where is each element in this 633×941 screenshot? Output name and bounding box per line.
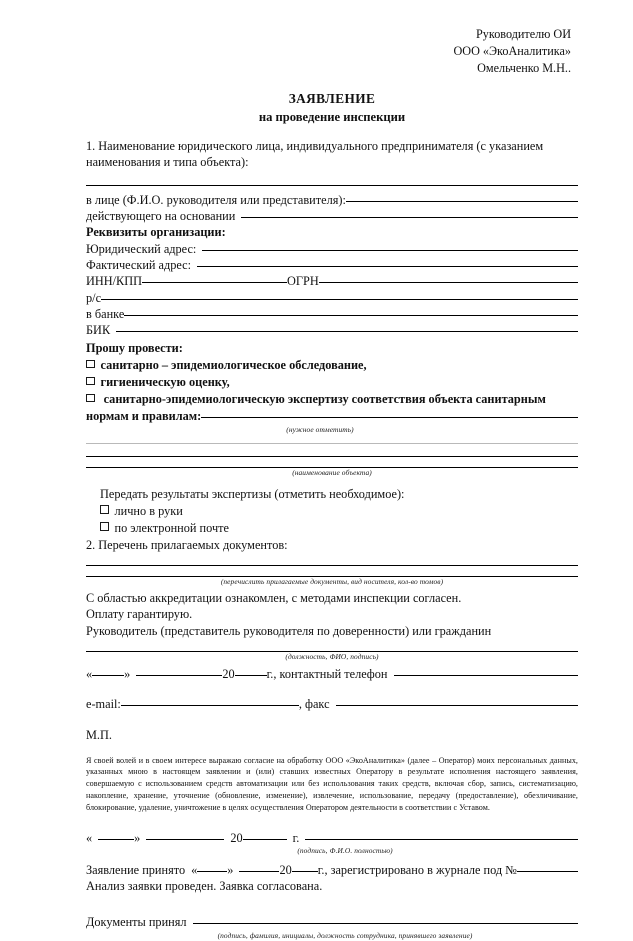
bank-row <box>86 306 578 322</box>
year-input-rule[interactable] <box>235 675 267 676</box>
page-subtitle: на проведение инспекции <box>258 110 406 124</box>
inn-kpp-label: ИНН/КПП <box>86 274 143 289</box>
basis-input-rule[interactable] <box>241 217 578 218</box>
results-option-2[interactable] <box>86 520 578 537</box>
results-heading: Передать результаты экспертизы (отметить необходимое): <box>100 486 405 501</box>
phone-input-rule[interactable] <box>394 675 578 676</box>
addressee-line-3: Омельченко М.Н.. <box>477 61 571 75</box>
fax-input-rule[interactable] <box>336 705 578 706</box>
legal-address-label: Юридический адрес: <box>86 241 197 256</box>
request-option-3-input-rule[interactable] <box>201 417 578 418</box>
requisites-heading: Реквизиты организации: <box>86 225 226 240</box>
checkbox-icon[interactable] <box>100 522 109 531</box>
section1-heading-line-2: наименования и типа объекта): <box>86 155 249 170</box>
request-option-2[interactable] <box>86 374 578 391</box>
caption-mark-needed: (нужное отметить) <box>286 424 354 434</box>
request-option-2-label: гигиеническую оценку, <box>100 375 230 390</box>
checkbox-icon[interactable] <box>86 360 95 369</box>
request-option-1-prefix: санитарно <box>100 358 159 373</box>
checkbox-icon[interactable] <box>100 505 109 514</box>
account-label: р/с <box>86 290 102 305</box>
signature-year-prefix: 20 <box>230 830 243 845</box>
representative-input-rule[interactable] <box>346 201 578 202</box>
date-quote-open: « <box>86 666 93 681</box>
title-block <box>86 90 578 126</box>
actual-address-row <box>86 257 578 273</box>
addressee-block <box>86 26 571 77</box>
addressee-line-2: ООО «ЭкоАналитика» <box>453 44 571 58</box>
documents-received-input-rule[interactable] <box>193 923 578 924</box>
registration-row <box>86 862 578 878</box>
section2-heading: 2. Перечень прилагаемых документов: <box>86 537 288 552</box>
actual-address-input-rule[interactable] <box>197 266 578 267</box>
caption-signature: (должность, ФИО, подпись) <box>285 651 379 661</box>
registration-journal-label: г., зарегистрировано в журнале под № <box>317 862 517 877</box>
ogrn-label: ОГРН <box>287 274 319 289</box>
registration-number-input-rule[interactable] <box>517 871 578 872</box>
results-option-1[interactable] <box>86 503 578 520</box>
phone-label: г., контактный телефон <box>266 666 388 681</box>
payment-guarantee-row <box>86 606 578 622</box>
caption-object-name: (наименование объекта) <box>292 467 372 477</box>
payment-guarantee-statement: Оплату гарантирую. <box>86 607 193 622</box>
checkbox-icon[interactable] <box>86 394 95 403</box>
registration-day-input-rule[interactable] <box>197 871 227 872</box>
results-option-2-label: по электронной почте <box>114 520 229 535</box>
signature-month-input-rule[interactable] <box>146 839 224 840</box>
year-prefix: 20 <box>222 666 235 681</box>
signature-year-input-rule[interactable] <box>243 839 287 840</box>
signature-name-input-rule[interactable] <box>305 839 578 840</box>
caption-documents-received: (подпись, фамилия, инициалы, должность сотрудника, принявшего заявление) <box>217 930 473 940</box>
addressee-line-1: Руководителю ОИ <box>476 27 571 41</box>
date-phone-row <box>86 666 578 682</box>
signature-day-input-rule[interactable] <box>98 839 134 840</box>
signature-quote-open: « <box>86 830 93 845</box>
email-label: e-mail: <box>86 697 121 712</box>
registration-quote-open: « <box>191 862 198 877</box>
registration-year-prefix: 20 <box>279 862 292 877</box>
request-option-3-continuation-row <box>86 408 578 424</box>
analysis-statement: Анализ заявки проведен. Заявка согласована. <box>86 879 323 894</box>
signature-quote-close: » <box>134 830 141 845</box>
registration-accepted-label: Заявление принято <box>86 862 186 877</box>
results-heading-row <box>86 486 578 503</box>
representative-label: в лице (Ф.И.О. руководителя или представителя): <box>86 192 346 207</box>
request-option-3-label: санитарно-эпидемиологическую экспертизу соответствия объекта санитарным <box>103 392 546 407</box>
documents-received-row <box>86 914 578 930</box>
section2-heading-row <box>86 537 578 553</box>
day-input-rule[interactable] <box>92 675 124 676</box>
request-option-1-rest: – эпидемиологическое обследование, <box>158 358 367 373</box>
account-input-rule[interactable] <box>101 299 578 300</box>
email-fax-row <box>86 696 578 712</box>
representative-row <box>86 192 578 208</box>
accreditation-statement: С областью аккредитации ознакомлен, с методами инспекции согласен. <box>86 591 462 606</box>
month-input-rule[interactable] <box>136 675 222 676</box>
bank-label: в банке <box>86 306 125 321</box>
date-quote-close: » <box>124 666 131 681</box>
request-option-3[interactable] <box>86 391 578 424</box>
basis-row <box>86 208 578 224</box>
signer-role-label: Руководитель (представитель руководителя по доверенности) или гражданин <box>86 623 492 638</box>
section1-heading-line-1: 1. Наименование юридического лица, индивидуального предпринимателя (с указанием <box>86 139 544 153</box>
request-option-3-continuation-label: нормам и правилам: <box>86 409 202 424</box>
actual-address-label: Фактический адрес: <box>86 258 192 272</box>
request-option-1-label <box>101 357 367 374</box>
account-row <box>86 290 578 306</box>
accreditation-row <box>86 590 578 606</box>
fax-label: , факс <box>298 697 330 712</box>
registration-quote-close: » <box>227 862 234 877</box>
ogrn-input-rule[interactable] <box>319 282 578 283</box>
inn-kpp-input-rule[interactable] <box>142 282 287 283</box>
registration-month-input-rule[interactable] <box>239 871 279 872</box>
request-heading-row <box>86 340 578 357</box>
registration-year-input-rule[interactable] <box>292 871 318 872</box>
page-title: ЗАЯВЛЕНИЕ <box>288 91 376 106</box>
bik-row <box>86 322 578 338</box>
seal-mark: М.П. <box>86 727 112 742</box>
basis-label: действующего на основании <box>86 209 236 224</box>
request-option-1[interactable] <box>86 357 578 374</box>
legal-address-row <box>86 241 578 257</box>
bank-input-rule[interactable] <box>124 315 578 316</box>
consent-paragraph: Я своей волей и в своем интересе выражаю согласие на обработку ООО «ЭкоАналитика» (далее – Оператор) моих персональных данных, указанных мною в настоящем заявлении и (или) ставших известных Оператору в результате исполнения настоящего заявления, совершаемую с использованием средств автоматизации или без использования таких средств, включая сбор, запись, систематизацию, накопление, хранение, уточнение (обновление, изменение), извлечение, использование, передачу (предоставление), обезличивание, блокирование, удаление, уничтожение в целях осуществления Оператором деятельности в соответствии с Уставом. <box>86 755 578 812</box>
section1-heading <box>86 138 578 171</box>
results-option-1-label: лично в руки <box>114 503 183 518</box>
request-heading: Прошу провести: <box>86 341 183 356</box>
email-input-rule[interactable] <box>121 705 299 706</box>
requisites-heading-row <box>86 224 578 240</box>
bik-input-rule[interactable] <box>116 331 578 332</box>
inn-ogrn-row <box>86 273 578 289</box>
legal-address-input-rule[interactable] <box>202 250 578 251</box>
caption-signature-full: (подпись, Ф.И.О. полностью) <box>297 845 393 855</box>
signer-role-row <box>86 623 578 639</box>
signature-date-row <box>86 830 578 846</box>
analysis-row <box>86 878 578 894</box>
documents-received-label: Документы принял <box>86 915 187 930</box>
signature-year-suffix: г. <box>292 830 300 845</box>
bik-label: БИК <box>86 323 111 338</box>
request-option-3-text-wrap <box>86 391 578 408</box>
caption-attachments: (перечислить прилагаемые документы, вид носителя, кол-во томов) <box>220 577 444 587</box>
checkbox-icon[interactable] <box>86 377 95 386</box>
